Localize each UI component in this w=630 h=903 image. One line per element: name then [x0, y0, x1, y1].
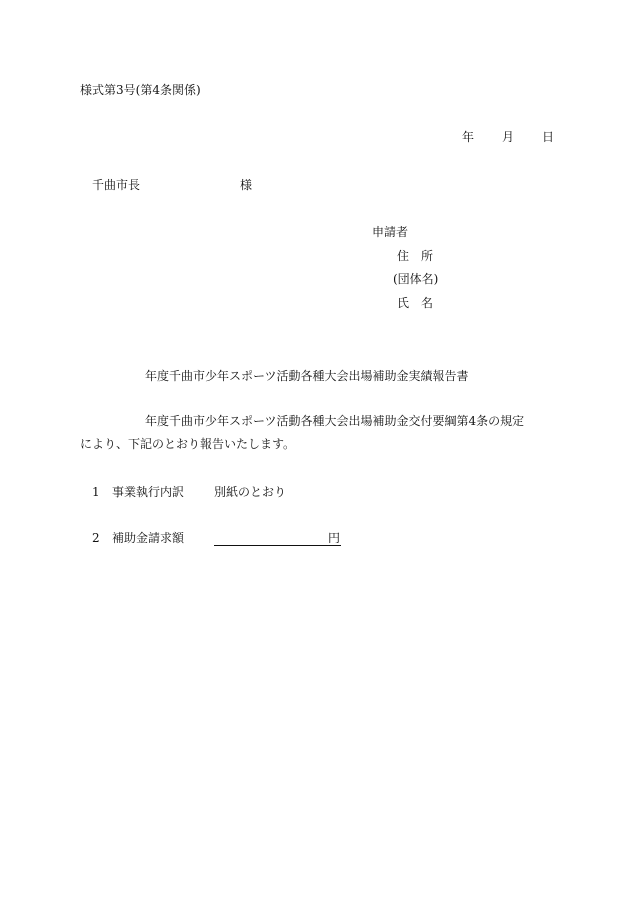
amount-unit: 円 [328, 531, 341, 545]
date-year-label: 年 [462, 130, 475, 144]
amount-blank-line [214, 531, 341, 546]
item-2-number: 2 [92, 531, 100, 545]
addressee [92, 179, 252, 191]
item-2-label: 補助金請求額 [112, 531, 185, 545]
form-number: 様式第3号(第4条関係) [80, 83, 201, 97]
body-text-line-2: により、下記のとおり報告いたします。 [80, 437, 296, 451]
addressee-name: 千曲市長 [92, 178, 141, 192]
item-1-label: 事業執行内訳 [112, 485, 185, 499]
date-line [462, 131, 554, 143]
addressee-honorific: 様 [240, 178, 253, 192]
applicant-address-label: 住所 [397, 249, 446, 263]
applicant-heading: 申請者 [372, 225, 409, 239]
item-1-number: 1 [92, 485, 100, 499]
applicant-name-label: 氏名 [397, 296, 446, 310]
item-1-value: 別紙のとおり [214, 485, 287, 499]
body-text-line-1: 年度千曲市少年スポーツ活動各種大会出場補助金交付要綱第4条の規定 [145, 414, 525, 428]
date-month-label: 月 [502, 130, 515, 144]
date-day-label: 日 [542, 130, 555, 144]
applicant-org-label: (団体名) [393, 272, 439, 286]
document-title: 年度千曲市少年スポーツ活動各種大会出場補助金実績報告書 [145, 369, 469, 383]
